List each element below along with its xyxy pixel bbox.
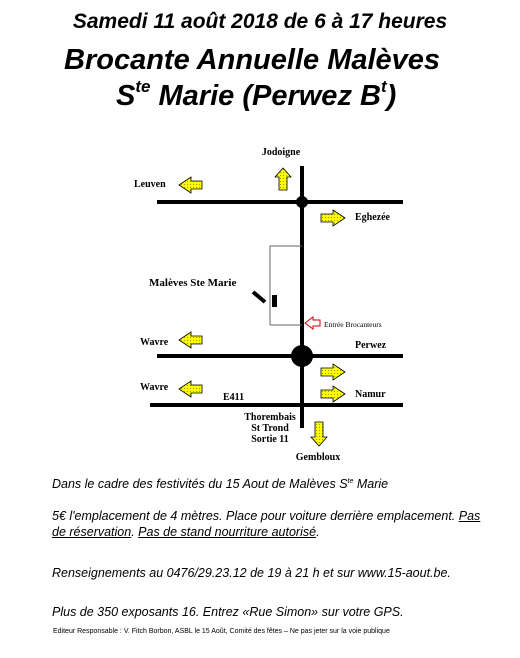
intro-paragraph bbox=[52, 476, 492, 492]
label-namur: Namur bbox=[355, 389, 386, 400]
entry-arrow-icon bbox=[305, 317, 320, 329]
event-date: Samedi 11 août 2018 de 6 à 17 heures bbox=[72, 10, 448, 33]
title-sup-t: t bbox=[380, 77, 387, 96]
title-mid: Marie (Perwez B bbox=[150, 80, 381, 112]
label-maleves: Malèves Ste Marie bbox=[149, 277, 237, 289]
junction-north bbox=[296, 196, 308, 208]
label-eghezee: Eghezée bbox=[355, 212, 390, 223]
arrow-right-icon bbox=[321, 210, 345, 226]
access-map bbox=[0, 140, 520, 470]
street-outline bbox=[270, 246, 302, 325]
pricing-text: 5€ l'emplacement de 4 mètres. Place pour voiture derrière emplacement. bbox=[52, 509, 459, 523]
title-end: ) bbox=[386, 80, 397, 112]
intro-sup: te bbox=[347, 478, 354, 485]
pricing-paragraph bbox=[52, 508, 492, 540]
pricing-end: . bbox=[316, 525, 320, 539]
arrow-right-icon bbox=[321, 386, 345, 402]
label-wavre-1: Wavre bbox=[140, 337, 169, 348]
arrow-left-icon bbox=[179, 332, 202, 348]
label-leuven: Leuven bbox=[134, 179, 166, 190]
label-perwez: Perwez bbox=[355, 340, 387, 351]
label-gembloux: Gembloux bbox=[295, 452, 341, 463]
no-reservation: Pas de réservation bbox=[52, 509, 481, 539]
junction-perwez bbox=[291, 345, 313, 367]
page-title: Brocante Annuelle Malèves bbox=[64, 44, 441, 76]
arrow-up-icon bbox=[275, 168, 291, 190]
intro-text: Dans le cadre des festivités du 15 Aout de Malèves S bbox=[52, 477, 348, 491]
label-e411: E411 bbox=[223, 392, 245, 403]
exhibitors-paragraph: Plus de 350 exposants 16. Entrez «Rue Simon» sur votre GPS. bbox=[52, 605, 404, 619]
title-s: S bbox=[116, 80, 136, 112]
arrow-left-icon bbox=[179, 177, 202, 193]
intro-text-end: Marie bbox=[353, 477, 389, 491]
info-paragraph: Renseignements au 0476/29.23.12 de 19 à 21 h et sur www.15-aout.be. bbox=[52, 566, 451, 580]
title-sup-te: te bbox=[135, 77, 151, 96]
arrow-left-icon bbox=[179, 381, 202, 397]
arrow-down-icon bbox=[311, 422, 327, 446]
label-thorembais: Thorembais bbox=[244, 412, 296, 423]
pointer-mark bbox=[253, 292, 265, 302]
label-st-trond: St Trond bbox=[251, 423, 289, 434]
no-food-stand: Pas de stand nourriture autorisé bbox=[138, 525, 317, 539]
label-entree: Entrée Brocanteurs bbox=[324, 320, 382, 329]
pricing-sep: . bbox=[131, 525, 139, 539]
brocante-site-marker bbox=[272, 295, 277, 307]
footer-publisher: Editeur Responsable : V. Fitch Borbon, ASBL le 15 Août, Comité des fêtes – Ne pas jeter sur la voie publique bbox=[53, 628, 390, 635]
arrow-right-icon bbox=[321, 364, 345, 380]
page-subtitle bbox=[116, 77, 397, 113]
label-jodoigne: Jodoigne bbox=[261, 147, 301, 158]
label-sortie: Sortie 11 bbox=[251, 434, 289, 445]
label-wavre-2: Wavre bbox=[140, 382, 169, 393]
